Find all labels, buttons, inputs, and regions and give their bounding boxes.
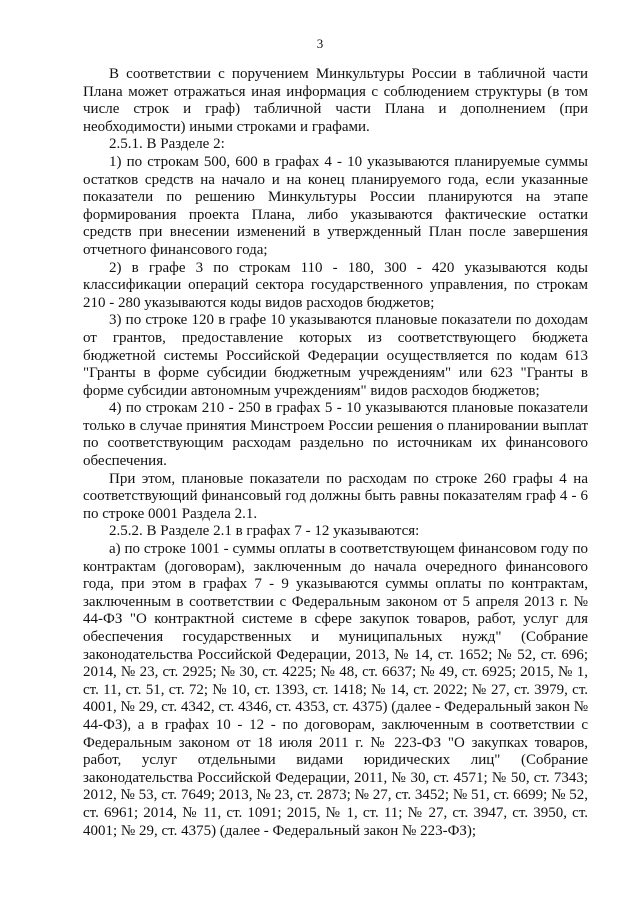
list-item-4: 4) по строкам 210 - 250 в графах 5 - 10 указываются плановые показатели только в случае принятия Минстроем России решения о планировании выплат по соответствующим расходам раздельно по источникам их финансового обеспечения. <box>83 400 588 470</box>
page-number: 3 <box>316 36 324 51</box>
list-item-1: 1) по строкам 500, 600 в графах 4 - 10 указываются планируемые суммы остатков средств на начало и на конец планируемого года, если указанные показатели по решению Минкультуры России планируются на этапе формирования проекта Плана, либо указываются фактические остатки средств при внесении изменений в утвержденный План после завершения отчетного финансового года; <box>83 153 588 258</box>
list-item-2: 2) в графе 3 по строкам 110 - 180, 300 - 420 указываются коды классификации операций сектора государственного управления, по строкам 210 - 280 указываются коды видов расходов бюджетов; <box>83 259 588 311</box>
list-item-a: а) по строке 1001 - суммы оплаты в соответствующем финансовом году по контрактам (договорам), заключенным до начала очередного финансового года, при этом в графах 7 - 9 указываются суммы оплаты по контрактам, заключенным в соответствии с Федеральным законом от 5 апреля 2013 г. № 44-ФЗ "О контрактной системе в сфере закупок товаров, работ, услуг для обеспечения государственных и муниципальных нужд" (Собрание законодательства Российской Федерации, 2013, № 14, ст. 1652; № 52, ст. 696; 2014, № 23, ст. 2925; № 30, ст. 4225; № 48, ст. 6637; № 49, ст. 6925; 2015, № 1, ст. 11, ст. 51, ст. 72; № 10, ст. 1393, ст. 1418; № 14, ст. 2022; № 27, ст. 3979, ст. 4001, № 29, ст. 4342, ст. 4346, ст. 4353, ст. 4375) (далее - Федеральный закон № 44-ФЗ), а в графах 10 - 12 - по договорам, заключенным в соответствии с Федеральным законом от 18 июля 2011 г. № 223-ФЗ "О закупках товаров, работ, услуг отдельными видами юридических лиц" (Собрание законодательства Российской Федерации, 2011, № 30, ст. 4571; № 50, ст. 7343; 2012, № 53, ст. 7649; 2013, № 23, ст. 2873; № 27, ст. 3452; № 51, ст. 6699; № 52, ст. 6961; 2014, № 11, ст. 1091; 2015, № 1, ст. 11; № 27, ст. 3947, ст. 3950, ст. 4001; № 29, ст. 4375) (далее - Федеральный закон № 223-ФЗ); <box>83 541 588 839</box>
document-body <box>83 66 588 840</box>
paragraph-note: При этом, плановые показатели по расходам по строке 260 графы 4 на соответствующий финансовый год должны быть равны показателям граф 4 - 6 по строке 0001 Раздела 2.1. <box>83 470 588 522</box>
section-heading-2-5-1: 2.5.1. В Разделе 2: <box>109 136 225 153</box>
paragraph-intro: В соответствии с поручением Минкультуры России в табличной части Плана может отражаться иная информация с соблюдением структуры (в том числе строк и граф) табличной части Плана и дополнением (при необходимости) иными строками и графами. <box>83 66 588 135</box>
list-item-3: 3) по строке 120 в графе 10 указываются плановые показатели по доходам от грантов, предоставление которых из соответствующего бюджета бюджетной системы Российской Федерации осуществляется по кодам 613 "Гранты в форме субсидии бюджетным учреждениям" или 623 "Гранты в форме субсидии автономным учреждениям" видов расходов бюджетов; <box>83 312 588 399</box>
section-heading-2-5-2: 2.5.2. В Разделе 2.1 в графах 7 - 12 указываются: <box>109 523 420 540</box>
